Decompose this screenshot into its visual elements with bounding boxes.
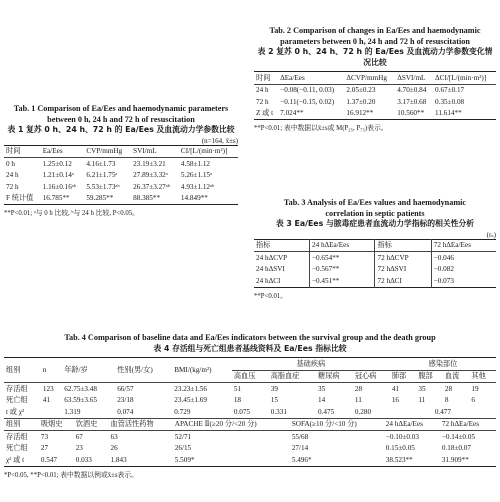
t4-head: SOFA(≥10 分/<10 分): [291, 420, 357, 429]
t3-head: 24 hΔEa/Ees: [309, 239, 375, 252]
table-row: [254, 96, 496, 108]
table-1: [4, 145, 238, 206]
table-row: [4, 158, 238, 170]
t4-subhead: 高血压: [233, 372, 256, 381]
t2-head: ΔCI/[L/(min·m²)]: [435, 73, 487, 82]
t4-cell: 62.75±3.48: [64, 384, 97, 393]
t1-cell: 5.53±1.73ᵃᵇ: [86, 182, 120, 191]
t1-cell: F 统计值: [6, 194, 34, 203]
t4-cell: 26/15: [174, 444, 192, 453]
table-row: [4, 383, 496, 395]
table-row: [4, 454, 496, 466]
t2-cell: 24 h: [256, 86, 269, 95]
table-row: [4, 193, 238, 205]
t4-cell: 26: [110, 444, 118, 453]
t4-cell: 0.280: [354, 407, 372, 416]
t4-head: 组别: [6, 420, 21, 429]
t4-subhead: 其他: [471, 372, 486, 381]
t4-head: 24 hΔEa/Ees: [385, 420, 423, 429]
t4-cell: 38.523**: [385, 455, 413, 464]
t1-cell: 6.21±1.75ᵃ: [86, 171, 118, 180]
t4-cell: 123: [42, 384, 54, 393]
t4-cell: 15: [270, 396, 278, 405]
t2-head: ΔCVP/mmHg: [346, 73, 387, 82]
t1-head: Ea/Ees: [42, 147, 63, 156]
table-1-caption-en: Tab. 1 Comparison of Ea/Ees and haemodynamic parameters between 0 h, 24 h and 72 h of resuscitation: [13, 104, 229, 124]
t4-cell: 14: [318, 396, 326, 405]
table-row: [4, 443, 496, 455]
t1-cell: 14.849**: [180, 194, 208, 203]
t4-cell: 死亡组: [6, 396, 28, 405]
table-4-caption-zh: 表 4 存活组与死亡组患者基线资料及 Ea/Ees 指标比较: [153, 343, 347, 353]
t4-cell: 39: [270, 384, 278, 393]
t3-cell: 72 hΔSVI: [375, 264, 431, 276]
t4-cell: 27/14: [291, 444, 309, 453]
table-row: [4, 395, 496, 407]
table-4-part-1: [4, 357, 496, 419]
table-row: [4, 431, 496, 443]
table-1-block: [4, 104, 238, 217]
t4-cell: 5.496*: [291, 455, 312, 464]
t4-cell: 31.909**: [441, 455, 469, 464]
t4-cell: 0.15±0.05: [385, 444, 415, 453]
t4-cell: 55/68: [291, 432, 309, 441]
t4-cell: 存活组: [6, 432, 28, 441]
t4-cell: 0.331: [270, 407, 287, 416]
t4-cell: 死亡组: [6, 444, 28, 453]
t4-cell: 63.59±3.65: [64, 396, 97, 405]
t4-cell: 1.319: [64, 407, 81, 416]
t2-cell: 0.67±0.17: [435, 86, 465, 95]
table-1-note: **P<0.01; ᵃ与 0 h 比较, ᵇ与 24 h 比较, P<0.05。: [4, 210, 139, 217]
t1-cell: 1.21±0.14ᵃ: [42, 171, 74, 180]
table-4-caption-en: Tab. 4 Comparison of baseline data and Ea/Ees indicators between the survival group and the death group: [64, 333, 436, 342]
t1-cell: 1.16±0.16ᵃᵇ: [42, 182, 76, 191]
t2-cell: 16.912**: [346, 109, 374, 118]
t4-cell: 0.475: [318, 407, 335, 416]
t1-cell: 4.58±1.12: [180, 159, 211, 168]
t4-cell: 35: [318, 384, 326, 393]
t4-cell: 28: [354, 384, 363, 393]
t4-cell: 11: [418, 396, 426, 405]
table-3-note: **P<0.01。: [254, 292, 288, 300]
table-row: [4, 181, 238, 193]
table-3-caption-en: Tab. 3 Analysis of Ea/Ees values and haemodynamic correlation in septic patients: [283, 198, 467, 218]
t1-cell: 23.19±3.21: [133, 159, 166, 168]
t4-cell: 18: [233, 396, 242, 405]
t2-cell: 10.560**: [397, 109, 425, 118]
table-2-note: **P<0.01; 表中数据以x̄±s或 M(P₂₅, P₇₅)表示。: [254, 125, 388, 132]
t4-cell: 1.843: [110, 455, 127, 464]
t3-cell: −0.082: [433, 265, 454, 274]
t1-cell: 24 h: [6, 171, 19, 180]
t1-head: SVI/mL: [133, 147, 157, 156]
t4-subhead: 高脂血症: [270, 372, 300, 381]
t4-cell: 0.074: [117, 407, 134, 416]
t1-head: CVP/mmHg: [86, 147, 123, 156]
t4-cell: 0.729: [174, 407, 191, 416]
t1-head: CI/[L/(min·m²)]: [180, 147, 228, 156]
t4-cell: 0.18±0.07: [441, 444, 471, 453]
table-row: [254, 275, 496, 287]
t4-cell: 16: [391, 396, 399, 405]
t4-cell: 28: [444, 384, 453, 393]
t4-cell: 41: [391, 384, 399, 393]
t4-subhead: 糖尿病: [318, 372, 340, 381]
t3-cell: −0.451**: [309, 275, 375, 287]
t2-cell: 3.17±0.68: [397, 97, 427, 106]
table-row: [4, 406, 496, 418]
t4-head: 年龄/岁: [64, 366, 88, 374]
t4-cell: 0.547: [40, 455, 58, 464]
t4-cell: 23: [75, 444, 83, 453]
t2-cell: 2.05±0.23: [346, 86, 376, 95]
t1-cell: 72 h: [6, 182, 19, 191]
t2-cell: −0.11(−0.15, 0.02): [280, 97, 335, 106]
t4-cell: −0.14±0.05: [441, 432, 476, 441]
t4-head: 组别: [6, 366, 21, 374]
t4-cell: 8: [444, 396, 449, 405]
table-3-r-label: (rₛ): [486, 230, 496, 239]
t2-head: ΔSVI/mL: [397, 73, 426, 82]
t3-head: 指标: [375, 239, 431, 252]
t4-cell: 0.033: [75, 455, 92, 464]
t1-cell: 4.93±1.12ᵃᵇ: [180, 182, 215, 191]
table-2-caption-en: Tab. 2 Comparison of changes in Ea/Ees and haemodynamic parameters between 0 h, 24 h and 72 h of resuscitation: [269, 26, 481, 46]
t4-cell: 41: [42, 396, 51, 405]
t4-cell: 存活组: [6, 384, 28, 393]
t4-head: 吸烟史: [40, 420, 63, 429]
t4-head: 饮酒史: [75, 420, 98, 429]
t4-cell: 66/57: [117, 384, 134, 393]
t4-cell: 23/18: [117, 396, 134, 405]
t1-cell: 1.25±0.12: [42, 159, 72, 168]
t3-cell: 24 hΔSVI: [254, 264, 309, 276]
t4-head-disease: 基础疾病: [232, 358, 390, 371]
table-4-note: *P<0.05, **P<0.01; 表中数据以例或x̄±s表示。: [4, 471, 138, 479]
t1-cell: 5.26±1.15ᵃ: [180, 171, 212, 180]
table-row: [254, 264, 496, 276]
t2-cell: Z 或 t: [256, 109, 274, 118]
table-2-block: [254, 26, 496, 132]
table-row: [4, 170, 238, 182]
t4-cell: 6: [471, 396, 475, 405]
t2-cell: 72 h: [256, 97, 269, 106]
t4-cell: −0.10±0.03: [385, 432, 419, 441]
t4-cell: χ² 或 t: [6, 455, 25, 464]
t3-cell: −0.654**: [309, 252, 375, 264]
t4-cell: 0.075: [233, 407, 250, 416]
t4-cell: 27: [40, 444, 49, 453]
t4-cell: 67: [75, 432, 83, 441]
t1-cell: 27.89±3.32ᵃ: [133, 171, 168, 180]
t4-head: n: [42, 366, 47, 374]
t4-cell: 35: [418, 384, 426, 393]
table-2-caption-zh: 表 2 复苏 0 h、24 h、72 h 的 Ea/Ees 及血流动力学参数变化情况比较: [257, 47, 493, 67]
t1-cell: 59.285**: [86, 194, 114, 203]
t4-subhead: 冠心病: [354, 372, 377, 381]
t4-subhead: 肺部: [391, 372, 407, 381]
t3-head: 指标: [254, 239, 309, 252]
table-4-part-2: [4, 419, 496, 467]
t4-head: APACHE Ⅱ(≥20 分/<20 分): [174, 420, 257, 429]
t2-cell: −0.08(−0.11, 0.03): [280, 86, 335, 95]
t2-cell: 11.614**: [435, 109, 462, 118]
t4-cell: 19: [471, 384, 479, 393]
t1-cell: 4.16±1.73: [86, 159, 116, 168]
t3-cell: 72 hΔCVP: [375, 252, 431, 264]
t4-cell: 63: [110, 432, 118, 441]
t1-cell: 0 h: [6, 159, 15, 168]
t4-cell: 52/71: [174, 432, 192, 441]
t2-cell: 4.70±0.84: [397, 86, 427, 95]
t3-cell: 24 hΔCI: [254, 275, 309, 287]
t4-head-infection: 感染部位: [390, 358, 496, 371]
t1-cell: 16.785**: [42, 194, 70, 203]
table-1-n-label: (n=164, x̄±s): [201, 136, 238, 145]
table-1-caption-zh: 表 1 复苏 0 h、24 h、72 h 的 Ea/Ees 及血流动力学参数比较: [7, 125, 235, 134]
table-2: [254, 71, 496, 120]
t3-cell: 24 hΔCVP: [254, 252, 309, 264]
table-4-block: [4, 333, 496, 479]
t4-cell: 23.45±1.69: [174, 396, 207, 405]
t4-head: 72 hΔEa/Ees: [441, 420, 480, 429]
t2-cell: 0.35±0.08: [435, 97, 465, 106]
t4-cell: 11: [354, 396, 362, 405]
t4-subhead: 腹部: [418, 372, 433, 381]
t4-cell: 0.477: [434, 407, 451, 416]
t4-head: 性别(男/女): [117, 366, 153, 374]
t4-cell: 5.509*: [174, 455, 195, 464]
table-3-block: [254, 198, 496, 300]
t1-cell: 26.37±3.27ᵃᵇ: [133, 182, 170, 191]
t4-head: 血管活性药物: [110, 420, 154, 429]
t4-subhead: 血流: [444, 372, 460, 381]
table-row: [254, 252, 496, 264]
t4-cell: 73: [40, 432, 49, 441]
t3-cell: −0.046: [433, 253, 454, 262]
t4-cell: t 或 χ²: [6, 407, 25, 416]
table-3: [254, 239, 496, 288]
t3-cell: 72 hΔCI: [375, 275, 431, 287]
t2-head: 时间: [256, 73, 271, 82]
t1-cell: 88.385**: [133, 194, 161, 203]
t3-head: 72 hΔEa/Ees: [433, 241, 471, 250]
t2-head: ΔEa/Ees: [280, 73, 305, 82]
t4-cell: 23.23±1.56: [174, 384, 207, 393]
t2-cell: 7.024**: [280, 109, 304, 118]
table-row: [254, 84, 496, 96]
t4-head: BMI/(kg/m²): [174, 366, 212, 374]
t3-cell: −0.073: [433, 276, 454, 285]
t3-cell: −0.567**: [309, 264, 375, 276]
t2-cell: 1.37±0.20: [346, 97, 376, 106]
table-row: [254, 108, 496, 120]
table-3-caption-zh: 表 3 Ea/Ees 与脓毒症患者血流动力学指标的相关性分析: [275, 219, 475, 228]
t1-head: 时间: [6, 147, 21, 156]
t4-cell: 51: [233, 384, 242, 393]
